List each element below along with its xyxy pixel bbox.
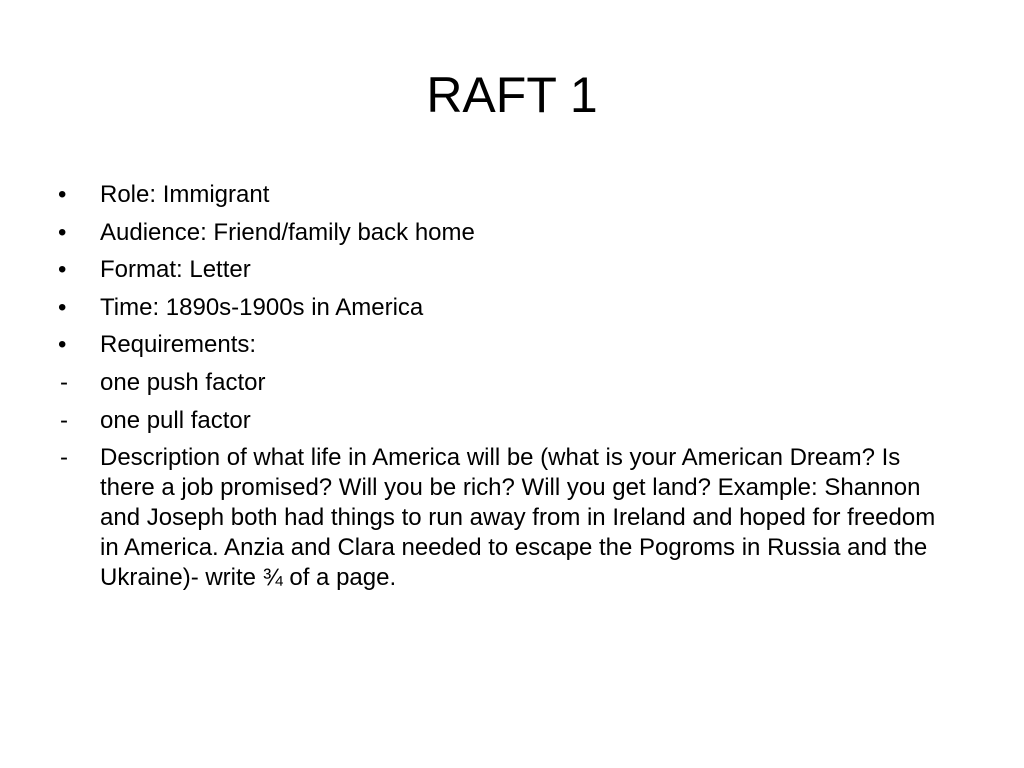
- list-item-format: [55, 255, 960, 285]
- list-item-text: Audience: Friend/family back home: [100, 218, 475, 246]
- slide-title: RAFT 1: [426, 67, 598, 123]
- bullet-marker: •: [58, 293, 67, 321]
- list-item-text: Requirements:: [100, 331, 257, 359]
- list-item-text: one pull factor: [100, 406, 251, 434]
- dash-marker: -: [60, 406, 68, 434]
- bullet-marker: •: [58, 256, 67, 284]
- list-item-requirements: [55, 330, 960, 360]
- bullet-marker: •: [58, 331, 67, 359]
- list-item-role: [55, 180, 960, 210]
- list-item-description: [55, 443, 960, 593]
- list-item-audience: [55, 218, 960, 248]
- list-item-text: Description of what life in America will be (what is your American Dream? Is there a job promised? Will you be rich? Will you get land? Example: Shannon and Joseph both had things to run away from in Ireland and hoped for freedom in America. Anzia and Clara needed to escape the Pogroms in Russia and the Ukraine)- write ¾ of a page.: [100, 444, 936, 592]
- bullet-marker: •: [58, 218, 67, 246]
- list-item-text: Format: Letter: [100, 256, 251, 284]
- list-item-text: Time: 1890s-1900s in America: [100, 293, 424, 321]
- list-item-text: Role: Immigrant: [100, 181, 270, 208]
- list-item-pull-factor: [55, 406, 960, 436]
- dash-marker: -: [60, 444, 68, 472]
- list-item-text: one push factor: [100, 368, 266, 396]
- list-item-push-factor: [55, 368, 960, 398]
- dash-marker: -: [60, 368, 68, 396]
- bullet-marker: •: [58, 181, 67, 208]
- content-list: [55, 180, 960, 601]
- list-item-time: [55, 293, 960, 323]
